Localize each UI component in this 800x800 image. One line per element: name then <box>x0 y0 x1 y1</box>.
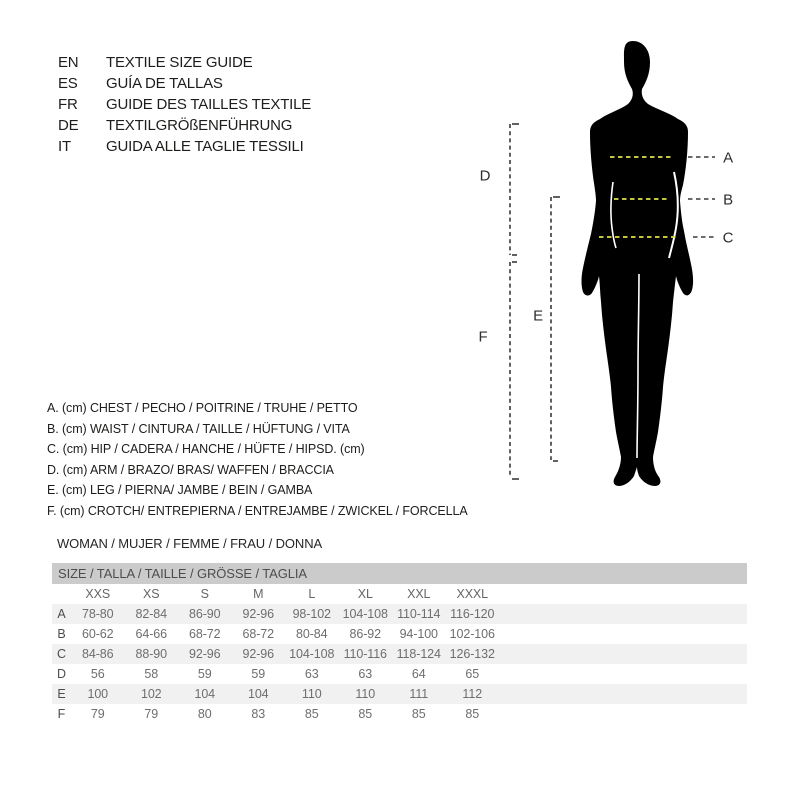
cell: 63 <box>358 667 373 681</box>
cell: 79 <box>144 707 159 721</box>
crotch-measure-label: F <box>478 328 488 346</box>
title-row-fr <box>58 94 311 115</box>
lang-code: IT <box>58 138 71 155</box>
cell: 63 <box>304 667 319 681</box>
cell: 102-106 <box>449 627 495 641</box>
cell: 92-96 <box>189 647 221 661</box>
leg-measure-label: E <box>533 307 543 325</box>
cell: 116-120 <box>450 607 495 621</box>
cell: 64 <box>411 667 426 681</box>
lang-title: TEXTILE SIZE GUIDE <box>106 54 253 71</box>
column-header: XXL <box>407 587 431 601</box>
title-row-it <box>58 136 311 157</box>
measurement-figure <box>440 30 800 500</box>
lang-title: TEXTILGRÖßENFÜHRUNG <box>106 117 293 134</box>
table-row-chest <box>52 604 747 624</box>
legend-item-leg: E. (cm) LEG / PIERNA/ JAMBE / BEIN / GAMBA <box>47 483 313 498</box>
lang-code: EN <box>58 54 79 71</box>
column-header: XL <box>357 587 373 601</box>
title-row-en <box>58 52 311 73</box>
cell: 110-114 <box>397 607 441 621</box>
cell: 85 <box>411 707 426 721</box>
title-row-es <box>58 73 311 94</box>
row-label: B <box>57 627 66 641</box>
cell: 118-124 <box>396 647 441 661</box>
title-language-list <box>58 52 311 157</box>
cell: 104 <box>194 687 216 701</box>
cell: 79 <box>90 707 105 721</box>
cell: 88-90 <box>135 647 167 661</box>
cell: 59 <box>251 667 266 681</box>
cell: 82-84 <box>135 607 167 621</box>
table-row-arm <box>52 664 747 684</box>
cell: 85 <box>465 707 480 721</box>
cell: 110 <box>355 687 376 701</box>
column-header: M <box>253 587 264 601</box>
corner-cell <box>52 584 71 604</box>
column-header: S <box>200 587 209 601</box>
arm-measure-label: D <box>479 167 491 185</box>
woman-silhouette-diagram <box>440 30 800 500</box>
cell: 85 <box>358 707 373 721</box>
title-row-de <box>58 115 311 136</box>
column-header: XXS <box>85 587 111 601</box>
chest-measure-label: A <box>723 149 733 167</box>
column-header: XS <box>143 587 160 601</box>
cell: 86-92 <box>349 627 381 641</box>
cell: 94-100 <box>399 627 438 641</box>
legend-item-hip: C. (cm) HIP / CADERA / HANCHE / HÜFTE / HIPSD. (cm) <box>47 442 365 457</box>
cell: 104 <box>247 687 269 701</box>
cell: 112 <box>462 687 483 701</box>
table-row-waist <box>52 624 747 644</box>
cell: 64-66 <box>135 627 167 641</box>
row-label: C <box>56 647 67 661</box>
legend-item-waist: B. (cm) WAIST / CINTURA / TAILLE / HÜFTUNG / VITA <box>47 421 350 436</box>
size-table-header-bar: SIZE / TALLA / TAILLE / GRÖSSE / TAGLIA <box>52 563 747 584</box>
cell: 102 <box>140 687 162 701</box>
cell: 80 <box>197 707 212 721</box>
column-header: L <box>308 587 316 601</box>
cell: 126-132 <box>449 647 495 661</box>
cell: 80-84 <box>296 627 328 641</box>
lang-title: GUÍA DE TALLAS <box>106 75 223 92</box>
cell: 110 <box>301 687 322 701</box>
cell: 110-116 <box>343 647 387 661</box>
cell: 68-72 <box>242 627 274 641</box>
hip-measure-label: C <box>722 229 734 247</box>
waist-measure-label: B <box>723 191 733 209</box>
cell: 111 <box>409 687 429 701</box>
cell: 104-108 <box>342 607 388 621</box>
cell: 65 <box>465 667 480 681</box>
lang-code: ES <box>58 75 78 92</box>
group-title-woman: WOMAN / MUJER / FEMME / FRAU / DONNA <box>57 536 323 551</box>
table-row-leg <box>52 684 747 704</box>
cell: 83 <box>251 707 266 721</box>
size-table-body <box>52 604 747 724</box>
row-label: A <box>57 607 66 621</box>
cell: 85 <box>304 707 319 721</box>
size-table-column-headers <box>52 584 747 604</box>
cell: 92-96 <box>242 607 274 621</box>
measurement-legend <box>47 398 468 522</box>
table-row-hip <box>52 644 747 664</box>
cell: 78-80 <box>82 607 114 621</box>
row-label: D <box>56 667 67 681</box>
cell: 104-108 <box>289 647 335 661</box>
lang-code: DE <box>58 117 79 134</box>
lang-code: FR <box>58 96 78 113</box>
legend-item-crotch: F. (cm) CROTCH/ ENTREPIERNA / ENTREJAMBE / ZWICKEL / FORCELLA <box>47 503 468 518</box>
cell: 56 <box>90 667 105 681</box>
column-header: XXXL <box>456 587 489 601</box>
cell: 84-86 <box>82 647 114 661</box>
cell: 60-62 <box>82 627 114 641</box>
cell: 68-72 <box>189 627 221 641</box>
cell: 98-102 <box>292 607 331 621</box>
legend-item-arm: D. (cm) ARM / BRAZO/ BRAS/ WAFFEN / BRACCIA <box>47 462 334 477</box>
lang-title: GUIDA ALLE TAGLIE TESSILI <box>106 138 304 155</box>
size-table <box>52 563 747 724</box>
cell: 100 <box>87 687 109 701</box>
row-label: F <box>57 707 66 721</box>
cell: 92-96 <box>242 647 274 661</box>
cell: 59 <box>197 667 212 681</box>
row-label: E <box>57 687 66 701</box>
table-row-crotch <box>52 704 747 724</box>
cell: 86-90 <box>189 607 221 621</box>
legend-item-chest: A. (cm) CHEST / PECHO / POITRINE / TRUHE / PETTO <box>47 401 358 415</box>
cell: 58 <box>144 667 159 681</box>
lang-title: GUIDE DES TAILLES TEXTILE <box>106 96 312 113</box>
